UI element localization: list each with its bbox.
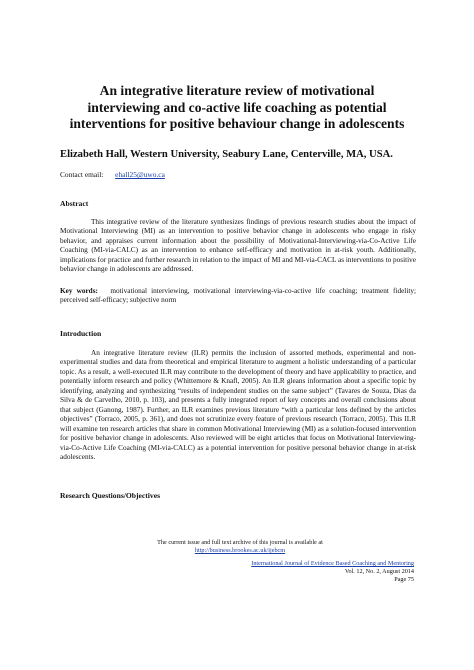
- page-number: Page 75: [394, 576, 414, 583]
- journal-info: [154, 560, 414, 584]
- contact-email-link[interactable]: ehall25@uwo.ca: [115, 170, 165, 179]
- introduction-body: An integrative literature review (ILR) permits the inclusion of assorted methods, experimental and non-experimental studies and data from theoretical and empirical literature to augment a holistic understanding of a particular topic. As a result, a well-executed ILR may contribute to the development of theory and have applicability to practice, and potentially inform research and policy (Whittemore & Knafl, 2005). An ILR gleans information about a specific topic by identifying, analyzing and synthesizing “results of independent studies on the same subject” (Tavares de Souza, Dias da Silva & de Carvelho, 2010, p. 103), and presents a fully integrated report of key concepts and overall conclusions about that subject (Ganong, 1987). Further, an ILR examines previous literature “with a particular lens defined by the articles objectives” (Torraco, 2005, p. 361), and does not scrutinize every feature of previous research (Torraco, 2005). This ILR will examine ten research articles that share in common Motivational Interviewing (MI) as a solution-focused intervention for positive behavior change in adolescents. Also reviewed will be eight articles that focus on Motivational Interviewing-via-Co-Active Life Coaching (MI-via-CALC) as a potential intervention for positive personal behavior change in at-risk adolescents.: [60, 349, 416, 461]
- keywords-paragraph: [60, 287, 416, 306]
- title-line: An integrative literature review of motivational: [99, 83, 375, 98]
- paper-title: [40, 83, 434, 133]
- title-line: interventions for positive behaviour change in adolescents: [69, 116, 405, 132]
- author-line: Elizabeth Hall, Western University, Seabury Lane, Centerville, MA, USA.: [60, 149, 393, 160]
- archive-notice: [120, 539, 360, 555]
- abstract-heading: Abstract: [60, 199, 89, 208]
- introduction-heading: Introduction: [60, 329, 102, 338]
- contact-line: [60, 170, 165, 180]
- research-questions-heading: Research Questions/Objectives: [60, 491, 161, 500]
- journal-volume: Vol. 12, No. 2, August 2014: [344, 568, 414, 575]
- archive-url-link[interactable]: http://business.brookes.ac.uk/ijebcm: [194, 547, 286, 555]
- archive-notice-text: The current issue and full text archive of this journal is available at: [157, 539, 323, 546]
- keywords-label: Key words:: [60, 287, 98, 295]
- keywords-text: motivational interviewing, motivational interviewing-via-co-active life coaching; treatment fidelity; perceived self-efficacy; subjective norm: [60, 287, 416, 305]
- journal-name-link[interactable]: International Journal of Evidence Based Coaching and Mentoring: [251, 560, 414, 567]
- abstract-body: This integrative review of the literature synthesizes findings of previous research studies about the impact of Motivational Interviewing (MI) as an intervention to positive behavior change in adolescents who engage in risky behavior, and appraises current information about the possibility of Motivational-Interviewing-via-Co-Active Life Coaching (MI-via-CALC) as an intervention to enhance self-efficacy and motivation in at-risk youth. Additionally, implications for practice and further research in relation to the impact of MI and MI-via-CACL as interventions to positive behavior change in adolescents are addressed.: [60, 218, 416, 274]
- title-line: interviewing and co-active life coaching as potential: [87, 99, 387, 115]
- contact-label: Contact email:: [60, 170, 104, 179]
